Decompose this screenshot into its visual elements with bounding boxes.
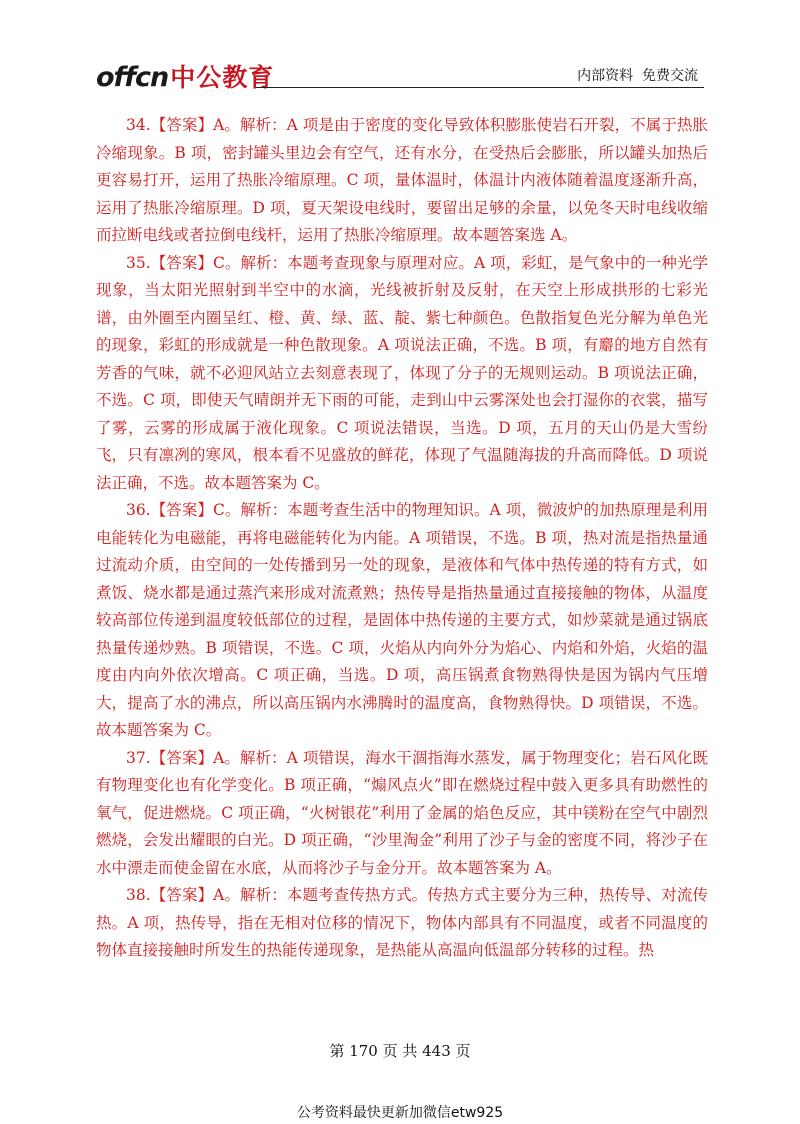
footer-note: 公考资料最快更新加微信etw925 — [296, 1105, 504, 1121]
offcn-logo — [96, 58, 274, 94]
answer-paragraph-38: 38.【答案】A。解析：本题考查传热方式。传热方式主要分为三种，热传导、对流传热。A 项，热传导，指在无相对位移的情况下，物体内部具有不同温度，或者不同温度的物体直接接触时所发生的热能传递现象，是热能从高温向低温部分转移的过程。热 — [96, 886, 708, 959]
header-tagline: 内部资料 免费交流 — [577, 68, 698, 84]
answer-paragraph-37: 37.【答案】A。解析：A 项错误，海水干涸指海水蒸发，属于物理变化；岩石风化既有物理变化也有化学变化。B 项正确，“煽风点火”即在燃烧过程中鼓入更多具有助燃性的氧气，促进燃烧。C 项正确，“火树银花”利用了金属的焰色反应，其中镁粉在空气中剧烈燃烧，会发出耀眼的白光。D 项正确，“沙里淘金”利用了沙子与金的密度不同，将沙子在水中漂走而使金留在水底，从而将沙子与金分开。故本题答案为 A。 — [96, 748, 708, 877]
logo-cjk-text: 中公教育 — [170, 63, 275, 92]
answer-paragraph-36: 36.【答案】C。解析：本题考查生活中的物理知识。A 项，微波炉的加热原理是利用电能转化为电磁能，再将电磁能转化为内能。A 项错误，不选。B 项，热对流是指热量通过流动介质，由空间的一处传播到另一处的现象，是液体和气体中热传递的特有方式，如煮饭、烧水都是通过蒸汽来形成对流煮熟；热传导是指热量通过直接接触的物体，从温度较高部位传递到温度较低部位的过程，是固体中热传递的主要方式，如炒菜就是通过锅底热量传递炒熟。B 项错误，不选。C 项，火焰从内向外分为焰心、内焰和外焰，火焰的温度由内向外依次增高。C 项正确，当选。D 项，高压锅煮食物熟得快是因为锅内气压增大，提高了水的沸点，所以高压锅内水沸腾时的温度高，食物熟得快。D 项错误，不选。故本题答案为 C。 — [96, 501, 708, 739]
answer-paragraph-34: 34.【答案】A。解析：A 项是由于密度的变化导致体积膨胀使岩石开裂，不属于热胀冷缩现象。B 项，密封罐头里边会有空气，还有水分，在受热后会膨胀，所以罐头加热后更容易打开，运用了热胀冷缩原理。C 项，量体温时，体温计内液体随着温度逐渐升高，运用了热胀冷缩原理。D 项，夏天架设电线时，要留出足够的余量，以免冬天时电线收缩而拉断电线或者拉倒电线杆，运用了热胀冷缩原理。故本题答案选 A。 — [96, 116, 708, 244]
header-divider — [256, 87, 704, 88]
page-header — [96, 56, 704, 93]
answer-content — [96, 112, 708, 965]
page-number: 第 170 页 共 443 页 — [329, 1042, 471, 1060]
answer-paragraph-35: 35.【答案】C。解析：本题考查现象与原理对应。A 项，彩虹，是气象中的一种光学现象，当太阳光照射到半空中的水滴，光线被折射及反射，在天空上形成拱形的七彩光谱，由外圈至内圈呈红、橙、黄、绿、蓝、靛、紫七种颜色。色散指复色光分解为单色光的现象，彩虹的形成就是一种色散现象。A 项说法正确，不选。B 项，有麝的地方自然有芳香的气味，就不必迎风站立去刻意表现了，体现了分子的无规则运动。B 项说法正确，不选。C 项，即使天气晴朗并无下雨的可能，走到山中云雾深处也会打湿你的衣裳，描写了雾，云雾的形成属于液化现象。C 项说法错误，当选。D 项，五月的天山仍是大雪纷飞，只有凛冽的寒风，根本看不见盛放的鲜花，体现了气温随海拔的升高而降低。D 项说法正确，不选。故本题答案为 C。 — [96, 253, 708, 492]
logo-latin-text: offcn — [96, 62, 169, 93]
